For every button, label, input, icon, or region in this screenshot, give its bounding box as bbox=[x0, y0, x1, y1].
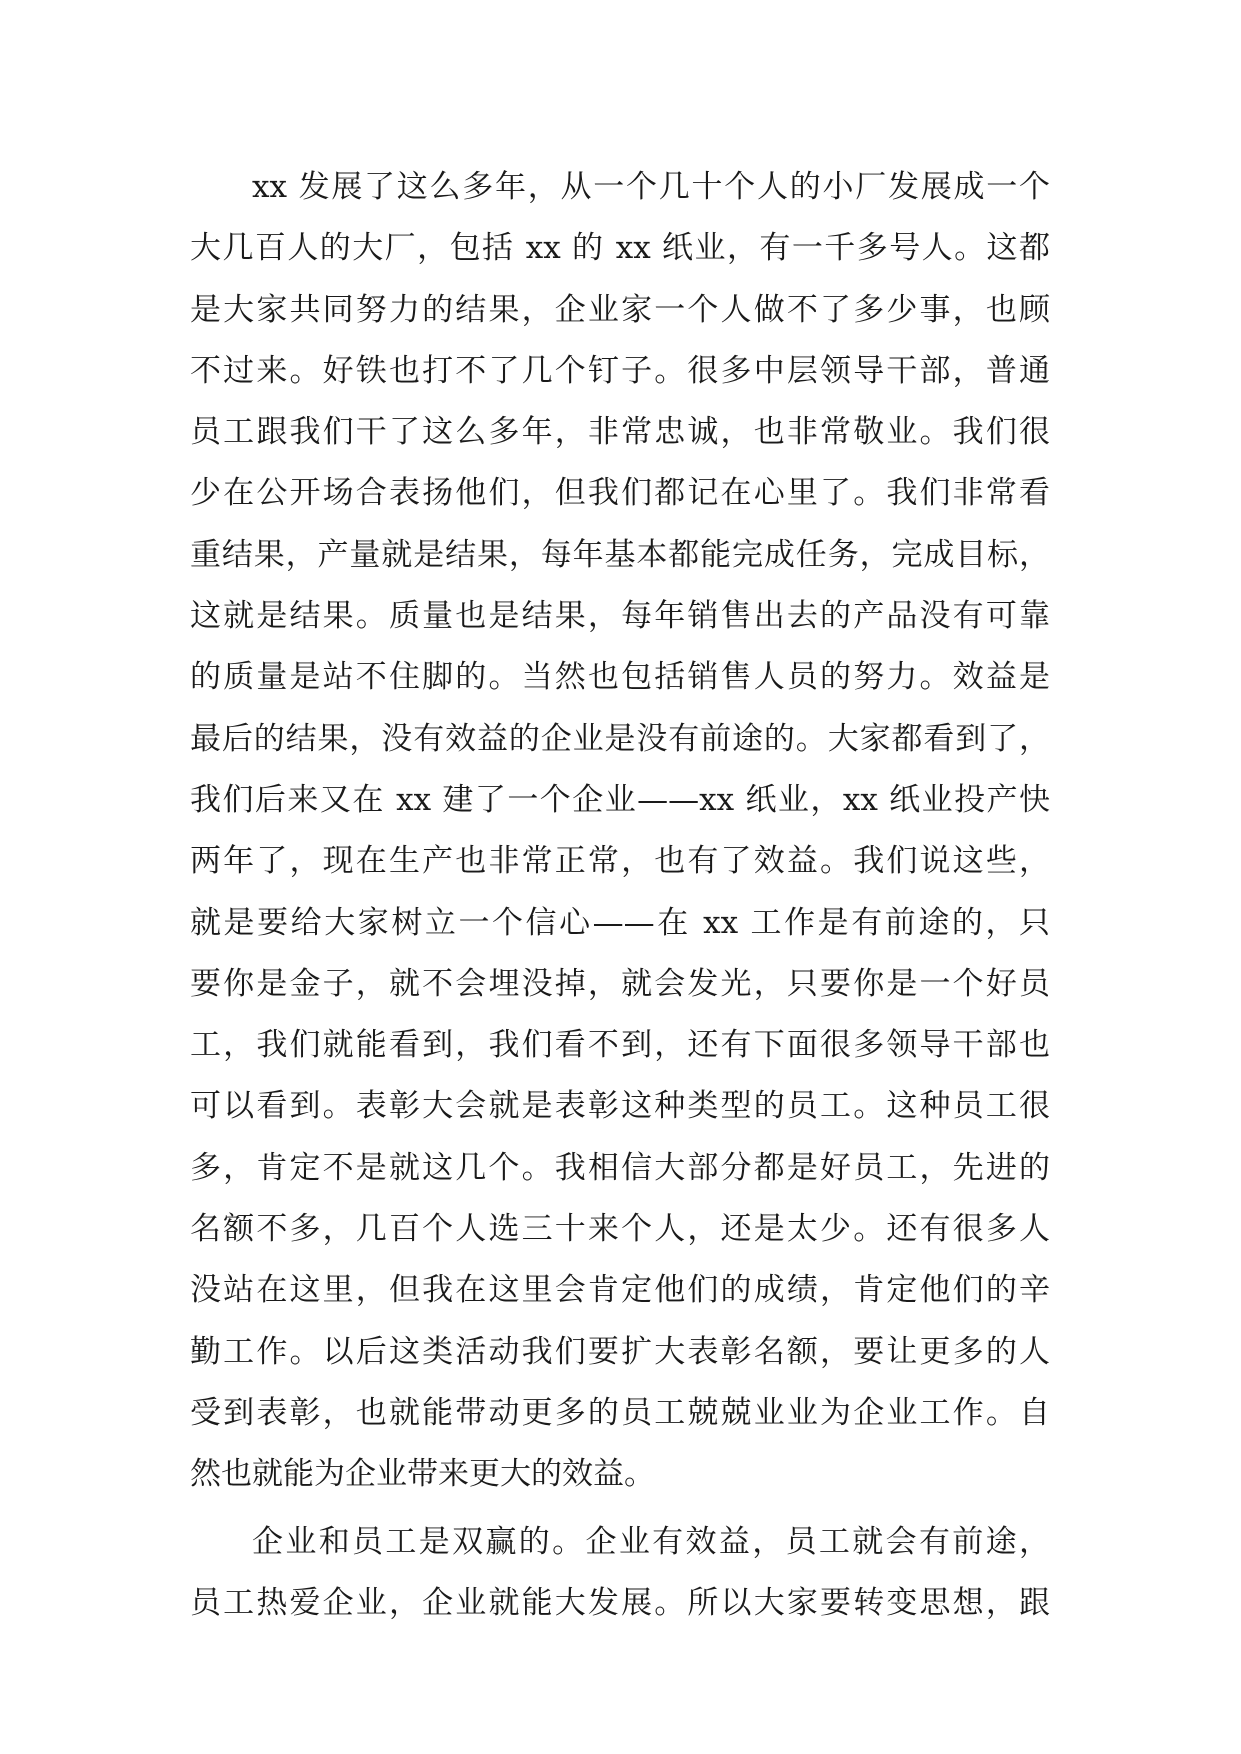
paragraph-line: 然也就能为企业带来更大的效益。 bbox=[190, 1456, 655, 1493]
paragraph-line: 就是要给大家树立一个信心——在 xx 工作是有前途的，只 bbox=[190, 904, 1050, 941]
paragraph-line: 不过来。好铁也打不了几个钉子。很多中层领导干部，普通 bbox=[190, 352, 1050, 389]
paragraph-line: 大几百人的大厂，包括 xx 的 xx 纸业，有一千多号人。这都 bbox=[190, 230, 1050, 267]
paragraph-line: 的质量是站不住脚的。当然也包括销售人员的努力。效益是 bbox=[190, 659, 1050, 696]
paragraph-1 bbox=[190, 157, 1050, 1506]
paragraph-line: xx 发展了这么多年，从一个几十个人的小厂发展成一个 bbox=[252, 169, 1050, 205]
paragraph-line: 少在公开场合表扬他们，但我们都记在心里了。我们非常看 bbox=[190, 475, 1050, 512]
paragraph-line: 重结果，产量就是结果，每年基本都能完成任务，完成目标， bbox=[190, 536, 1050, 573]
paragraph-line: 两年了，现在生产也非常正常，也有了效益。我们说这些， bbox=[190, 843, 1050, 880]
paragraph-line: 名额不多，几百个人选三十来个人，还是太少。还有很多人 bbox=[190, 1211, 1050, 1248]
paragraph-line: 员工跟我们干了这么多年，非常忠诚，也非常敬业。我们很 bbox=[190, 414, 1050, 451]
paragraph-line: 多，肯定不是就这几个。我相信大部分都是好员工，先进的 bbox=[190, 1149, 1050, 1186]
paragraph-line: 最后的结果，没有效益的企业是没有前途的。大家都看到了， bbox=[190, 720, 1050, 757]
document-body bbox=[190, 157, 1050, 1634]
paragraph-line: 企业和员工是双赢的。企业有效益，员工就会有前途， bbox=[252, 1523, 1050, 1560]
paragraph-line: 我们后来又在 xx 建了一个企业——xx 纸业，xx 纸业投产快 bbox=[190, 781, 1050, 818]
paragraph-2 bbox=[190, 1512, 1050, 1635]
paragraph-line: 可以看到。表彰大会就是表彰这种类型的员工。这种员工很 bbox=[190, 1088, 1050, 1125]
paragraph-line: 工，我们就能看到，我们看不到，还有下面很多领导干部也 bbox=[190, 1027, 1050, 1064]
paragraph-line: 员工热爱企业，企业就能大发展。所以大家要转变思想，跟 bbox=[190, 1584, 1050, 1621]
paragraph-line: 受到表彰，也就能带动更多的员工兢兢业业为企业工作。自 bbox=[190, 1394, 1050, 1431]
paragraph-line: 要你是金子，就不会埋没掉，就会发光，只要你是一个好员 bbox=[190, 965, 1050, 1002]
paragraph-line: 没站在这里，但我在这里会肯定他们的成绩，肯定他们的辛 bbox=[190, 1272, 1050, 1309]
paragraph-line: 是大家共同努力的结果，企业家一个人做不了多少事，也顾 bbox=[190, 291, 1050, 328]
paragraph-line: 这就是结果。质量也是结果，每年销售出去的产品没有可靠 bbox=[190, 598, 1050, 635]
paragraph-line: 勤工作。以后这类活动我们要扩大表彰名额，要让更多的人 bbox=[190, 1333, 1050, 1370]
